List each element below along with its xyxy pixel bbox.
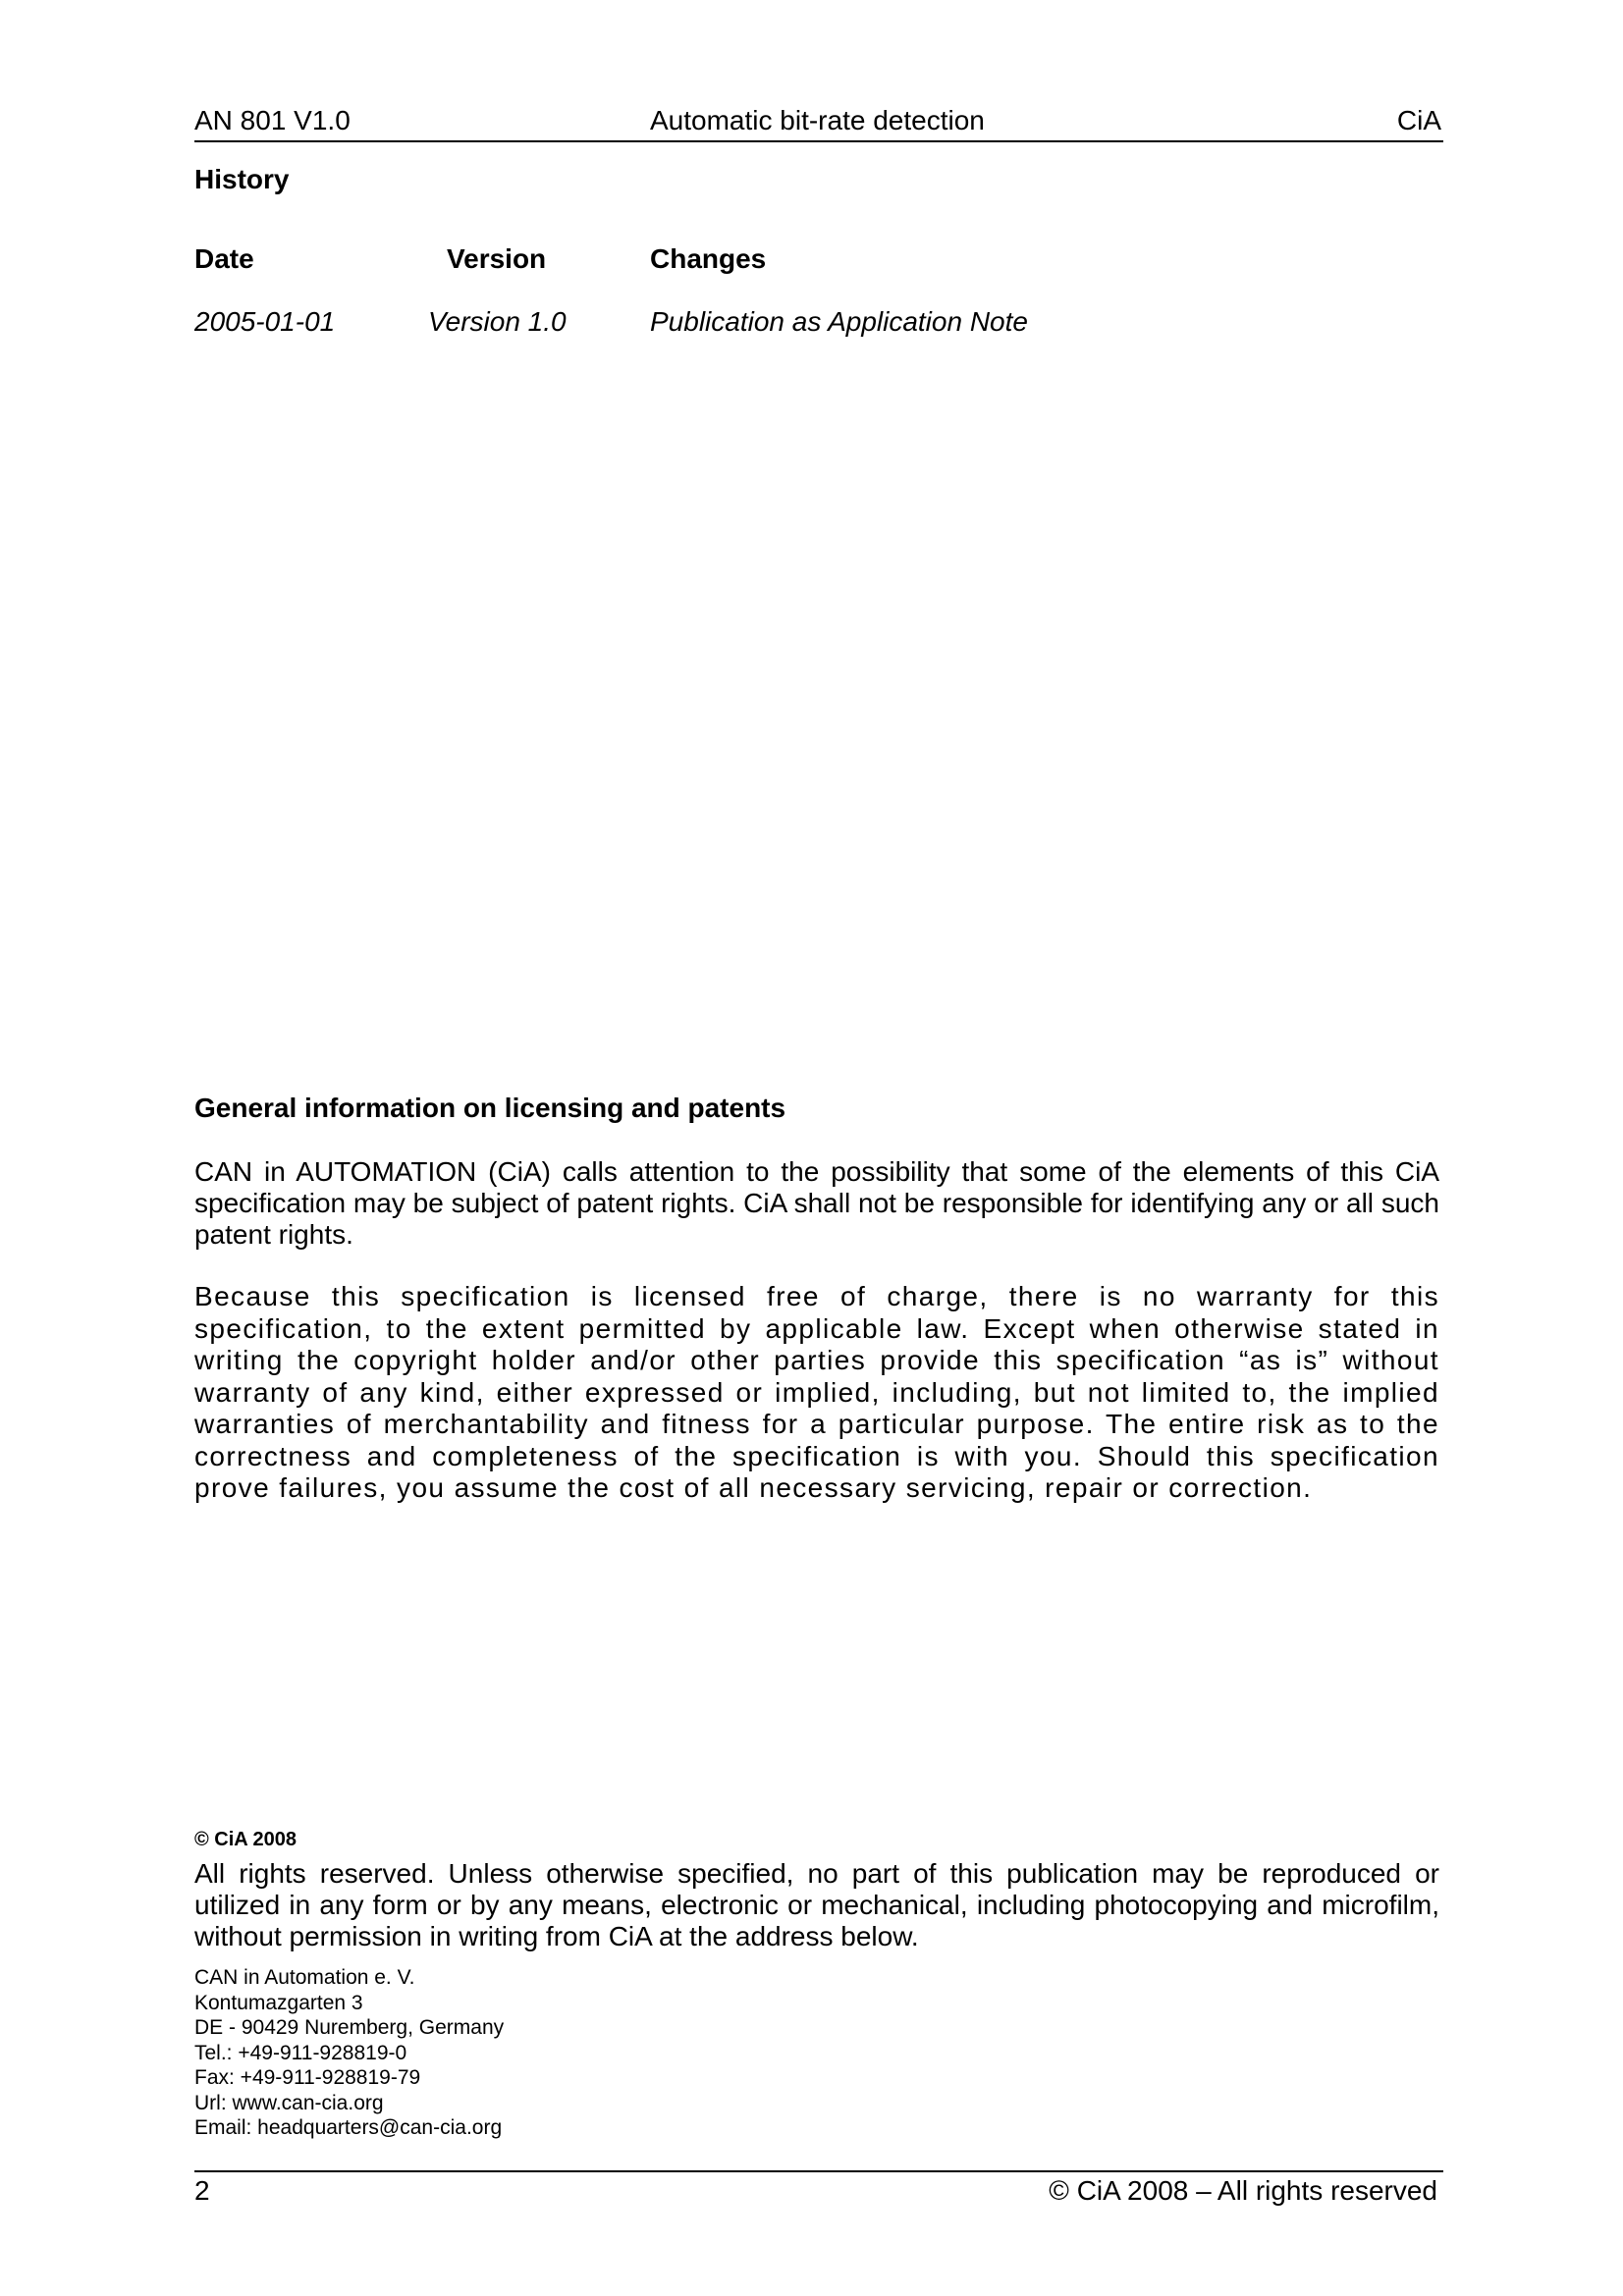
footer-rule [194,2170,1443,2172]
history-col-date: Date [194,243,254,274]
header-org: CiA [1396,105,1441,135]
page-number: 2 [194,2175,210,2206]
licensing-paragraph-1: CAN in AUTOMATION (CiA) calls attention to the possibility that some of the elements of this CiA specification may be subject of patent rights. CiA shall not be responsible for identifying any or all such patent rights. [194,1156,1439,1250]
licensing-paragraph-2: Because this specification is licensed free of charge, there is no warranty for this specification, to the extent permitted by applicable law. Except when otherwise stated in writing the copyright holder and/or other parties provide this specification “as is” without warranty of any kind, either expressed or implied, including, but not limited to, the implied warranties of merchantability and fitness for a particular purpose. The entire risk as to the correctness and completeness of the specification is with you. Should this specification prove failures, you assume the cost of all necessary servicing, repair or correction. [194,1281,1439,1503]
address-line-city: DE - 90429 Nuremberg, Germany [194,2016,505,2039]
history-cell-version: Version 1.0 [428,306,567,337]
history-cell-changes: Publication as Application Note [650,306,1028,337]
copyright-title: © CiA 2008 [194,1829,298,1850]
address-line-email: Email: headquarters@can-cia.org [194,2116,503,2139]
history-col-version: Version [447,243,547,274]
history-heading: History [194,164,290,194]
address-line-tel: Tel.: +49-911-928819-0 [194,2041,407,2064]
footer-copyright: © CiA 2008 – All rights reserved [1049,2175,1437,2206]
history-col-changes: Changes [650,243,767,274]
copyright-text: All rights reserved. Unless otherwise specified, no part of this publication may be reproduced or utilized in any form or by any means, electronic or mechanical, including photocopying and microfilm, without permission in writing from CiA at the address below. [194,1858,1439,1951]
header-doc-id: AN 801 V1.0 [194,105,351,135]
address-line-street: Kontumazgarten 3 [194,1991,363,2014]
address-line-org: CAN in Automation e. V. [194,1966,415,1989]
header-title: Automatic bit-rate detection [650,105,985,135]
address-line-fax: Fax: +49-911-928819-79 [194,2066,421,2089]
address-line-url: Url: www.can-cia.org [194,2091,384,2114]
history-cell-date: 2005-01-01 [194,306,336,337]
header-rule [194,140,1443,142]
address-block [194,1965,504,2141]
licensing-heading: General information on licensing and patents [194,1093,786,1123]
